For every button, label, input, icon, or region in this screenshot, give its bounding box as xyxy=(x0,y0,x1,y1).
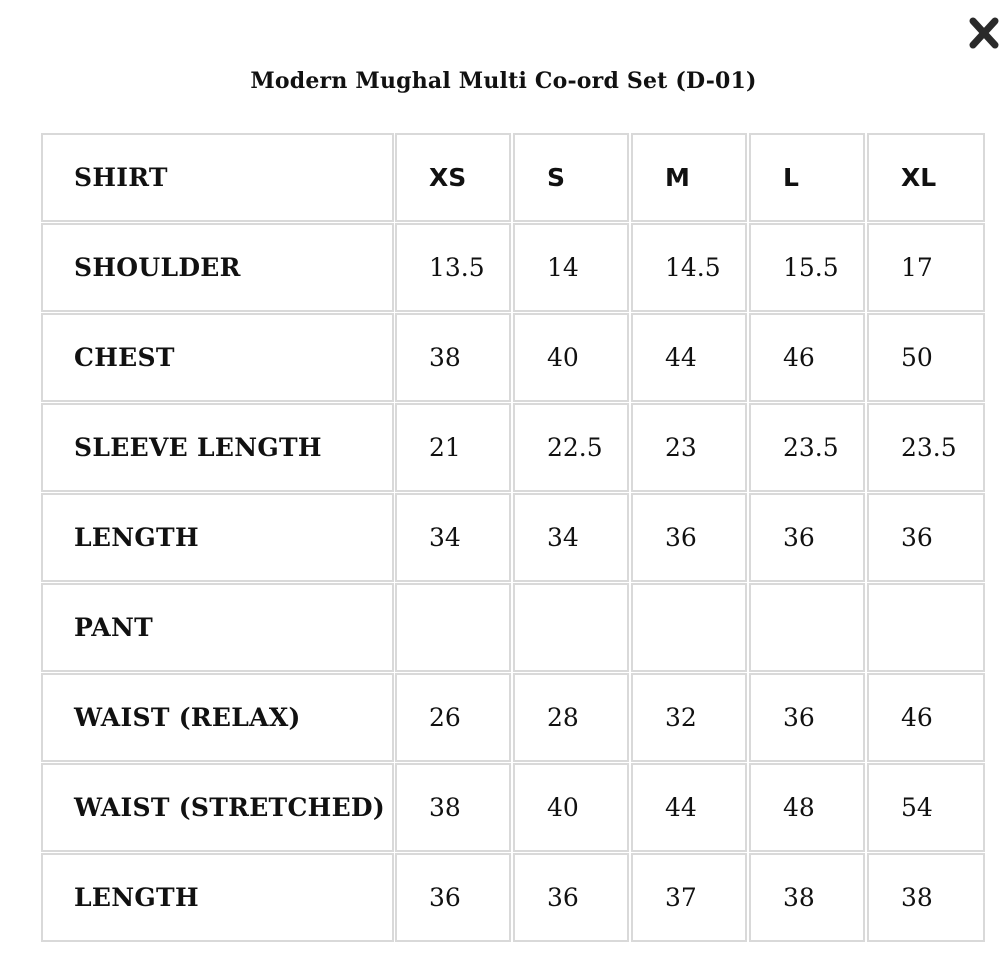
row-label-cell xyxy=(41,493,394,582)
modal-title: Modern Mughal Multi Co-ord Set (D-01) xyxy=(250,68,757,94)
measurement-cell-text: 23.5 xyxy=(901,433,957,462)
close-icon xyxy=(966,12,1002,52)
measurement-cell-text: 38 xyxy=(783,883,815,912)
measurement-cell xyxy=(631,313,747,402)
measurement-cell-text: 15.5 xyxy=(783,253,839,282)
measurement-cell-text: 17 xyxy=(901,253,933,282)
measurement-cell-text: 46 xyxy=(783,343,815,372)
row-label-cell xyxy=(41,403,394,492)
measurement-cell xyxy=(513,673,629,762)
header-cell-size-text: L xyxy=(783,163,799,192)
measurement-cell xyxy=(749,763,865,852)
size-chart-table xyxy=(41,133,985,943)
header-cell-size-text: XL xyxy=(901,163,937,192)
measurement-cell-text: 44 xyxy=(665,793,697,822)
measurement-cell-text: 36 xyxy=(429,883,461,912)
measurement-cell xyxy=(395,583,511,672)
row-label-cell-text: WAIST (STRETCHED) xyxy=(74,793,386,822)
measurement-cell xyxy=(513,583,629,672)
measurement-cell xyxy=(867,403,985,492)
measurement-cell xyxy=(749,313,865,402)
measurement-cell xyxy=(631,493,747,582)
measurement-cell-text: 50 xyxy=(901,343,933,372)
measurement-cell xyxy=(867,673,985,762)
measurement-cell xyxy=(513,403,629,492)
row-label-cell xyxy=(41,763,394,852)
row-label-cell xyxy=(41,673,394,762)
header-cell-size xyxy=(395,133,511,222)
measurement-cell xyxy=(513,853,629,942)
measurement-cell xyxy=(867,223,985,312)
measurement-cell-text: 54 xyxy=(901,793,933,822)
measurement-cell xyxy=(749,583,865,672)
measurement-cell-text: 14 xyxy=(547,253,579,282)
close-button[interactable] xyxy=(966,12,1002,52)
header-cell-size-text: S xyxy=(547,163,566,192)
measurement-cell-text: 44 xyxy=(665,343,697,372)
measurement-cell-text: 26 xyxy=(429,703,461,732)
row-label-cell-text: SLEEVE LENGTH xyxy=(74,433,322,462)
header-cell-size xyxy=(631,133,747,222)
measurement-cell xyxy=(749,673,865,762)
measurement-cell-text: 37 xyxy=(665,883,697,912)
measurement-cell-text: 40 xyxy=(547,343,579,372)
row-label-cell xyxy=(41,583,394,672)
measurement-cell-text: 14.5 xyxy=(665,253,721,282)
header-cell-size-text: M xyxy=(665,163,690,192)
measurement-cell-text: 36 xyxy=(547,883,579,912)
measurement-cell xyxy=(749,403,865,492)
measurement-cell xyxy=(631,853,747,942)
measurement-cell xyxy=(749,493,865,582)
measurement-cell-text: 28 xyxy=(547,703,579,732)
row-label-cell-text: WAIST (RELAX) xyxy=(74,703,301,732)
row-label-cell-text: SHOULDER xyxy=(74,253,241,282)
row-label-cell-text: LENGTH xyxy=(74,523,199,552)
measurement-cell xyxy=(513,223,629,312)
measurement-cell xyxy=(513,763,629,852)
measurement-cell xyxy=(749,223,865,312)
measurement-cell xyxy=(395,763,511,852)
measurement-cell-text: 48 xyxy=(783,793,815,822)
measurement-cell xyxy=(513,313,629,402)
row-label-cell-text: LENGTH xyxy=(74,883,199,912)
measurement-cell-text: 34 xyxy=(547,523,579,552)
measurement-cell-text: 34 xyxy=(429,523,461,552)
measurement-cell xyxy=(749,853,865,942)
measurement-cell-text: 21 xyxy=(429,433,461,462)
row-label-cell xyxy=(41,223,394,312)
measurement-cell-text: 46 xyxy=(901,703,933,732)
measurement-cell-text: 23 xyxy=(665,433,697,462)
measurement-cell xyxy=(867,493,985,582)
measurement-cell-text: 40 xyxy=(547,793,579,822)
row-label-cell-text: CHEST xyxy=(74,343,175,372)
measurement-cell xyxy=(631,673,747,762)
measurement-cell-text: 36 xyxy=(665,523,697,552)
measurement-cell-text: 13.5 xyxy=(429,253,485,282)
header-cell-size xyxy=(749,133,865,222)
measurement-cell-text: 36 xyxy=(783,523,815,552)
measurement-cell xyxy=(867,313,985,402)
measurement-cell xyxy=(631,223,747,312)
measurement-cell xyxy=(395,493,511,582)
measurement-cell xyxy=(395,223,511,312)
measurement-cell xyxy=(867,853,985,942)
header-cell-section xyxy=(41,133,394,222)
row-label-cell-text: PANT xyxy=(74,613,154,642)
measurement-cell-text: 22.5 xyxy=(547,433,603,462)
row-label-cell xyxy=(41,313,394,402)
measurement-cell-text: 38 xyxy=(429,793,461,822)
measurement-cell xyxy=(867,583,985,672)
measurement-cell xyxy=(395,313,511,402)
measurement-cell-text: 38 xyxy=(429,343,461,372)
measurement-cell xyxy=(395,853,511,942)
measurement-cell xyxy=(631,403,747,492)
measurement-cell-text: 36 xyxy=(901,523,933,552)
measurement-cell xyxy=(631,763,747,852)
header-cell-section-text: SHIRT xyxy=(74,163,168,192)
row-label-cell xyxy=(41,853,394,942)
header-cell-size xyxy=(513,133,629,222)
measurement-cell-text: 23.5 xyxy=(783,433,839,462)
measurement-cell-text: 38 xyxy=(901,883,933,912)
measurement-cell xyxy=(395,403,511,492)
header-cell-size-text: XS xyxy=(429,163,467,192)
measurement-cell xyxy=(395,673,511,762)
measurement-cell xyxy=(631,583,747,672)
header-cell-size xyxy=(867,133,985,222)
measurement-cell xyxy=(513,493,629,582)
measurement-cell xyxy=(867,763,985,852)
measurement-cell-text: 36 xyxy=(783,703,815,732)
measurement-cell-text: 32 xyxy=(665,703,697,732)
